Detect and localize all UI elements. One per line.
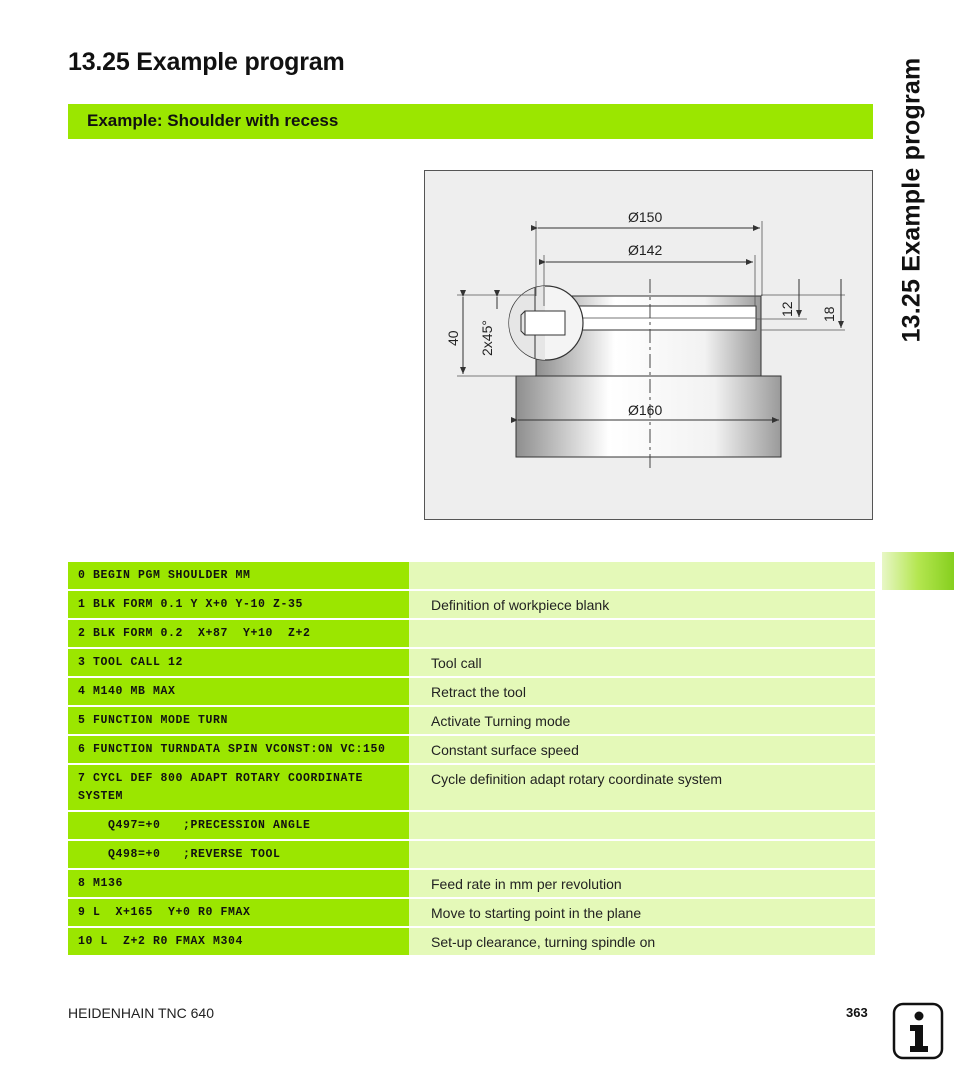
program-code: 3 TOOL CALL 12 xyxy=(68,649,409,676)
nc-program-table xyxy=(68,562,875,957)
dimension-18-label: 18 xyxy=(821,306,837,322)
program-description xyxy=(409,620,875,647)
program-row xyxy=(68,870,875,897)
program-code: 5 FUNCTION MODE TURN xyxy=(68,707,409,734)
program-description: Set-up clearance, turning spindle on xyxy=(409,928,875,955)
program-row xyxy=(68,899,875,926)
program-row xyxy=(68,841,875,868)
dimension-d150-label: Ø150 xyxy=(628,209,663,225)
program-description xyxy=(409,562,875,589)
program-row xyxy=(68,812,875,839)
program-row xyxy=(68,562,875,589)
program-code: 8 M136 xyxy=(68,870,409,897)
detail-view xyxy=(509,281,583,361)
program-description: Cycle definition adapt rotary coordinate system xyxy=(409,765,875,810)
program-row xyxy=(68,620,875,647)
dimension-chamfer-label: 2x45° xyxy=(479,320,495,356)
program-row xyxy=(68,765,875,810)
program-code: 9 L X+165 Y+0 R0 FMAX xyxy=(68,899,409,926)
program-code: 7 CYCL DEF 800 ADAPT ROTARY COORDINATE SYSTEM xyxy=(68,765,409,810)
program-description: Retract the tool xyxy=(409,678,875,705)
program-description xyxy=(409,841,875,868)
side-chapter-title: 13.25 Example program xyxy=(897,57,926,343)
program-row xyxy=(68,707,875,734)
program-description: Activate Turning mode xyxy=(409,707,875,734)
program-description: Feed rate in mm per revolution xyxy=(409,870,875,897)
program-code: 10 L Z+2 R0 FMAX M304 xyxy=(68,928,409,955)
program-code: Q498=+0 ;REVERSE TOOL xyxy=(68,841,409,868)
program-row xyxy=(68,678,875,705)
chapter-tab-marker xyxy=(882,552,954,590)
program-description: Tool call xyxy=(409,649,875,676)
section-subheading: Example: Shoulder with recess xyxy=(68,104,873,139)
program-row xyxy=(68,736,875,763)
program-description xyxy=(409,812,875,839)
program-description: Move to starting point in the plane xyxy=(409,899,875,926)
program-row xyxy=(68,649,875,676)
dimension-d142-label: Ø142 xyxy=(628,242,663,258)
page-number: 363 xyxy=(846,1005,868,1020)
drawing-svg xyxy=(425,171,874,521)
program-code: 4 M140 MB MAX xyxy=(68,678,409,705)
info-icon xyxy=(892,1002,944,1065)
dimension-40-label: 40 xyxy=(445,330,461,346)
technical-drawing xyxy=(424,170,873,520)
manual-name: HEIDENHAIN TNC 640 xyxy=(68,1005,215,1021)
page-title: 13.25 Example program xyxy=(68,48,345,76)
program-description: Constant surface speed xyxy=(409,736,875,763)
dimension-d160-label: Ø160 xyxy=(628,402,663,418)
program-code: 2 BLK FORM 0.2 X+87 Y+10 Z+2 xyxy=(68,620,409,647)
program-description: Definition of workpiece blank xyxy=(409,591,875,618)
dimension-12-label: 12 xyxy=(779,301,795,317)
program-code: 0 BEGIN PGM SHOULDER MM xyxy=(68,562,409,589)
program-code: 1 BLK FORM 0.1 Y X+0 Y-10 Z-35 xyxy=(68,591,409,618)
program-row xyxy=(68,591,875,618)
program-code: Q497=+0 ;PRECESSION ANGLE xyxy=(68,812,409,839)
program-code: 6 FUNCTION TURNDATA SPIN VCONST:ON VC:150 xyxy=(68,736,409,763)
program-row xyxy=(68,928,875,955)
